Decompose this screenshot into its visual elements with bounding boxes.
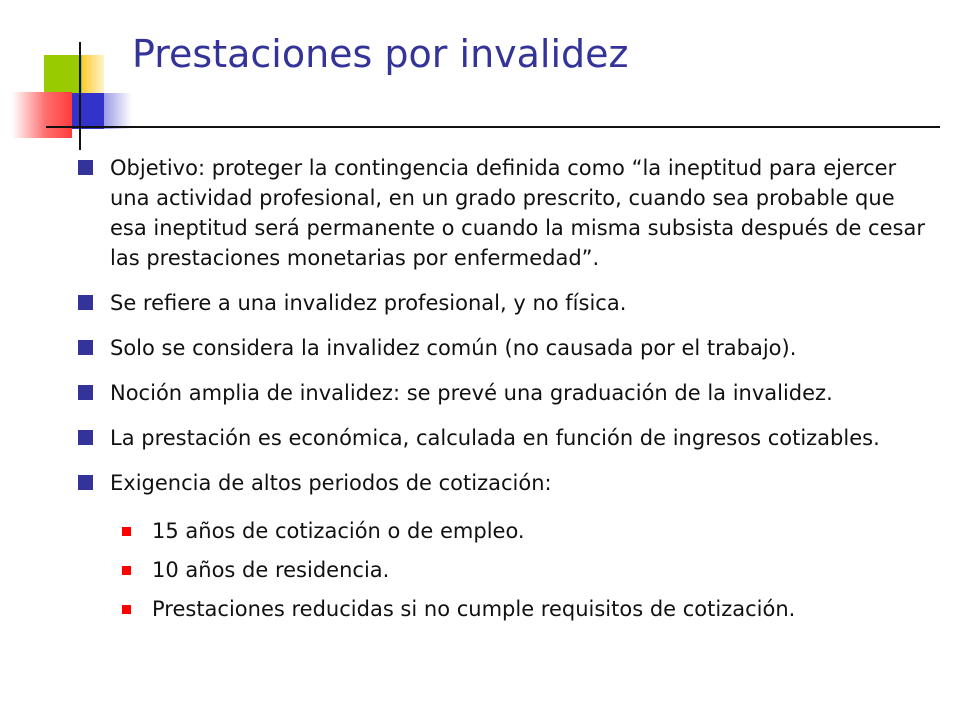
bullet-objetivo: Objetivo: proteger la contingencia definida como “la ineptitud para ejercer una actividad profesional, en un grado prescrito, cuando sea probable que esa ineptitud será permanente o cuando la misma subsista después de cesar las prestaciones monetarias por enfermedad”.	[78, 153, 938, 273]
logo-green-square	[44, 55, 82, 93]
logo-yellow-square	[82, 55, 104, 93]
logo-vertical-line	[79, 42, 81, 150]
bullet-nocion-amplia: Noción amplia de invalidez: se prevé una graduación de la invalidez.	[78, 378, 938, 408]
sub-bullet-reducidas: Prestaciones reducidas si no cumple requisitos de cotización.	[122, 594, 938, 624]
bullet-invalidez-profesional: Se refiere a una invalidez profesional, y no física.	[78, 288, 938, 318]
slide-title: Prestaciones por invalidez	[132, 32, 629, 76]
title-divider	[80, 126, 940, 128]
logo-blue-fade-square	[104, 93, 132, 129]
sub-bullet-residencia: 10 años de residencia.	[122, 555, 938, 585]
bullet-exigencia-cotizacion: Exigencia de altos periodos de cotización:	[78, 468, 938, 498]
logo-red-square	[12, 92, 72, 138]
bullet-invalidez-comun: Solo se considera la invalidez común (no causada por el trabajo).	[78, 333, 938, 363]
logo-blue-square	[72, 93, 104, 129]
sub-bullet-cotizacion: 15 años de cotización o de empleo.	[122, 516, 938, 546]
slide-content	[78, 153, 938, 633]
sub-bullet-list	[78, 516, 938, 624]
bullet-prestacion-economica: La prestación es económica, calculada en función de ingresos cotizables.	[78, 423, 938, 453]
